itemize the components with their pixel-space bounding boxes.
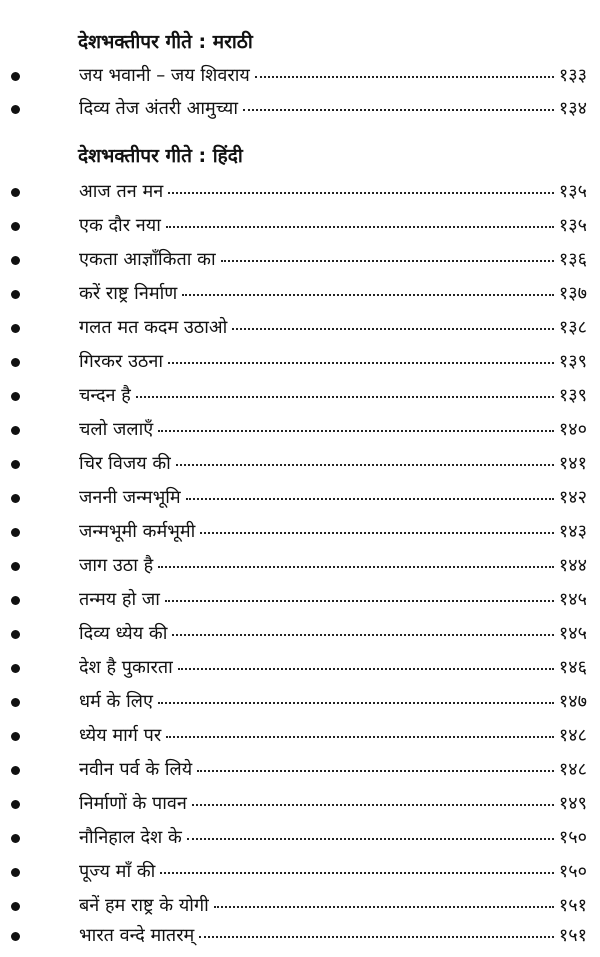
bullet-icon bbox=[11, 562, 20, 571]
entry-title: भारत वन्दे मातरम् bbox=[79, 925, 195, 946]
list-item bbox=[0, 824, 600, 854]
list-item bbox=[0, 450, 600, 480]
entry-title: निर्माणों के पावन bbox=[79, 793, 187, 814]
bullet-icon bbox=[11, 460, 20, 469]
dot-leader bbox=[136, 396, 554, 398]
entry-page-number: १३४ bbox=[558, 98, 587, 119]
bullet-icon bbox=[11, 426, 20, 435]
dot-leader bbox=[200, 532, 554, 534]
bullet-icon bbox=[11, 698, 20, 707]
entry-title: पूज्य माँ की bbox=[79, 861, 156, 882]
bullet-icon bbox=[11, 105, 20, 114]
entry-page-number: १४६ bbox=[558, 657, 587, 678]
dot-leader bbox=[221, 260, 554, 262]
list-item bbox=[0, 790, 600, 820]
bullet-icon bbox=[11, 596, 20, 605]
dot-leader bbox=[214, 906, 554, 908]
list-item bbox=[0, 178, 600, 208]
list-item bbox=[0, 722, 600, 752]
bullet-icon bbox=[11, 324, 20, 333]
list-item bbox=[0, 688, 600, 718]
bullet-icon bbox=[11, 222, 20, 231]
entry-title: ध्येय मार्ग पर bbox=[79, 725, 162, 746]
list-item bbox=[0, 212, 600, 242]
entry-title: जय भवानी – जय शिवराय bbox=[79, 65, 250, 86]
list-item bbox=[0, 416, 600, 446]
list-item bbox=[0, 756, 600, 786]
entry-page-number: १४८ bbox=[558, 725, 587, 746]
dot-leader bbox=[197, 770, 554, 772]
entry-title: आज तन मन bbox=[79, 181, 164, 202]
dot-leader bbox=[232, 328, 554, 330]
list-item bbox=[0, 484, 600, 514]
bullet-icon bbox=[11, 800, 20, 809]
dot-leader bbox=[178, 668, 554, 670]
entry-title: दिव्य ध्येय की bbox=[79, 623, 168, 644]
entry-title: चलो जलाएँ bbox=[79, 419, 154, 440]
entry-title: जाग उठा है bbox=[79, 555, 154, 576]
list-item bbox=[0, 280, 600, 310]
bullet-icon bbox=[11, 664, 20, 673]
entry-title: चन्दन है bbox=[79, 385, 131, 406]
entry-page-number: १४५ bbox=[558, 623, 587, 644]
bullet-icon bbox=[11, 256, 20, 265]
dot-leader bbox=[187, 838, 554, 840]
entry-title: तन्मय हो जा bbox=[79, 589, 160, 610]
entry-title: एकता आज्ञाँकिता का bbox=[79, 249, 216, 270]
entry-page-number: १४१ bbox=[558, 453, 587, 474]
entry-title: नौनिहाल देश के bbox=[79, 827, 182, 848]
list-item bbox=[0, 922, 600, 952]
list-item bbox=[0, 858, 600, 888]
list-item bbox=[0, 518, 600, 548]
entry-page-number: १३९ bbox=[558, 351, 587, 372]
dot-leader bbox=[158, 566, 554, 568]
bullet-icon bbox=[11, 902, 20, 911]
entry-page-number: १५१ bbox=[558, 925, 587, 946]
entry-title: दिव्य तेज अंतरी आमुच्या bbox=[79, 98, 239, 119]
dot-leader bbox=[199, 936, 554, 938]
entry-page-number: १४८ bbox=[558, 759, 587, 780]
bullet-icon bbox=[11, 630, 20, 639]
entry-page-number: १४५ bbox=[558, 589, 587, 610]
dot-leader bbox=[160, 872, 554, 874]
bullet-icon bbox=[11, 932, 20, 941]
dot-leader bbox=[176, 464, 554, 466]
bullet-icon bbox=[11, 358, 20, 367]
entry-page-number: १४२ bbox=[558, 487, 587, 508]
bullet-icon bbox=[11, 868, 20, 877]
bullet-icon bbox=[11, 766, 20, 775]
entry-page-number: १४७ bbox=[558, 691, 587, 712]
section-heading-hindi: देशभक्तीपर गीते : हिंदी bbox=[78, 145, 243, 167]
entry-page-number: १४० bbox=[558, 419, 587, 440]
dot-leader bbox=[158, 702, 554, 704]
list-item bbox=[0, 382, 600, 412]
entry-page-number: १४९ bbox=[558, 793, 587, 814]
entry-page-number: १३५ bbox=[558, 181, 587, 202]
list-item bbox=[0, 586, 600, 616]
list-item bbox=[0, 620, 600, 650]
entry-page-number: १५१ bbox=[558, 895, 587, 916]
list-item bbox=[0, 552, 600, 582]
entry-title: धर्म के लिए bbox=[79, 691, 153, 712]
dot-leader bbox=[172, 634, 554, 636]
list-item bbox=[0, 314, 600, 344]
dot-leader bbox=[168, 362, 554, 364]
bullet-icon bbox=[11, 290, 20, 299]
list-item bbox=[0, 95, 600, 125]
entry-page-number: १३५ bbox=[558, 215, 587, 236]
bullet-icon bbox=[11, 188, 20, 197]
list-item bbox=[0, 348, 600, 378]
entry-page-number: १३८ bbox=[558, 317, 587, 338]
entry-page-number: १५० bbox=[558, 861, 587, 882]
dot-leader bbox=[166, 226, 554, 228]
entry-title: जन्मभूमी कर्मभूमी bbox=[79, 521, 196, 542]
entry-page-number: १४४ bbox=[558, 555, 587, 576]
bullet-icon bbox=[11, 494, 20, 503]
list-item bbox=[0, 892, 600, 922]
dot-leader bbox=[158, 430, 554, 432]
entry-page-number: १३९ bbox=[558, 385, 587, 406]
list-item bbox=[0, 62, 600, 92]
bullet-icon bbox=[11, 528, 20, 537]
entry-title: देश है पुकारता bbox=[79, 657, 173, 678]
entry-page-number: १३३ bbox=[558, 65, 587, 86]
dot-leader bbox=[255, 76, 554, 78]
dot-leader bbox=[166, 736, 554, 738]
section-heading-marathi: देशभक्तीपर गीते : मराठी bbox=[78, 31, 253, 53]
list-item bbox=[0, 246, 600, 276]
bullet-icon bbox=[11, 834, 20, 843]
dot-leader bbox=[186, 498, 554, 500]
list-item bbox=[0, 654, 600, 684]
entry-title: एक दौर नया bbox=[79, 215, 161, 236]
bullet-icon bbox=[11, 72, 20, 81]
entry-title: गिरकर उठना bbox=[79, 351, 164, 372]
bullet-icon bbox=[11, 732, 20, 741]
dot-leader bbox=[182, 294, 554, 296]
entry-page-number: १५० bbox=[558, 827, 587, 848]
entry-page-number: १३७ bbox=[558, 283, 587, 304]
entry-title: बनें हम राष्ट्र के योगी bbox=[79, 895, 209, 916]
bullet-icon bbox=[11, 392, 20, 401]
entry-title: करें राष्ट्र निर्माण bbox=[79, 283, 178, 304]
entry-page-number: १४३ bbox=[558, 521, 587, 542]
entry-title: गलत मत कदम उठाओ bbox=[79, 317, 228, 338]
dot-leader bbox=[192, 804, 554, 806]
dot-leader bbox=[165, 600, 554, 602]
entry-title: चिर विजय की bbox=[79, 453, 171, 474]
dot-leader bbox=[168, 192, 554, 194]
entry-title: नवीन पर्व के लिये bbox=[79, 759, 193, 780]
dot-leader bbox=[243, 109, 554, 111]
entry-page-number: १३६ bbox=[558, 249, 587, 270]
entry-title: जननी जन्मभूमि bbox=[79, 487, 181, 508]
